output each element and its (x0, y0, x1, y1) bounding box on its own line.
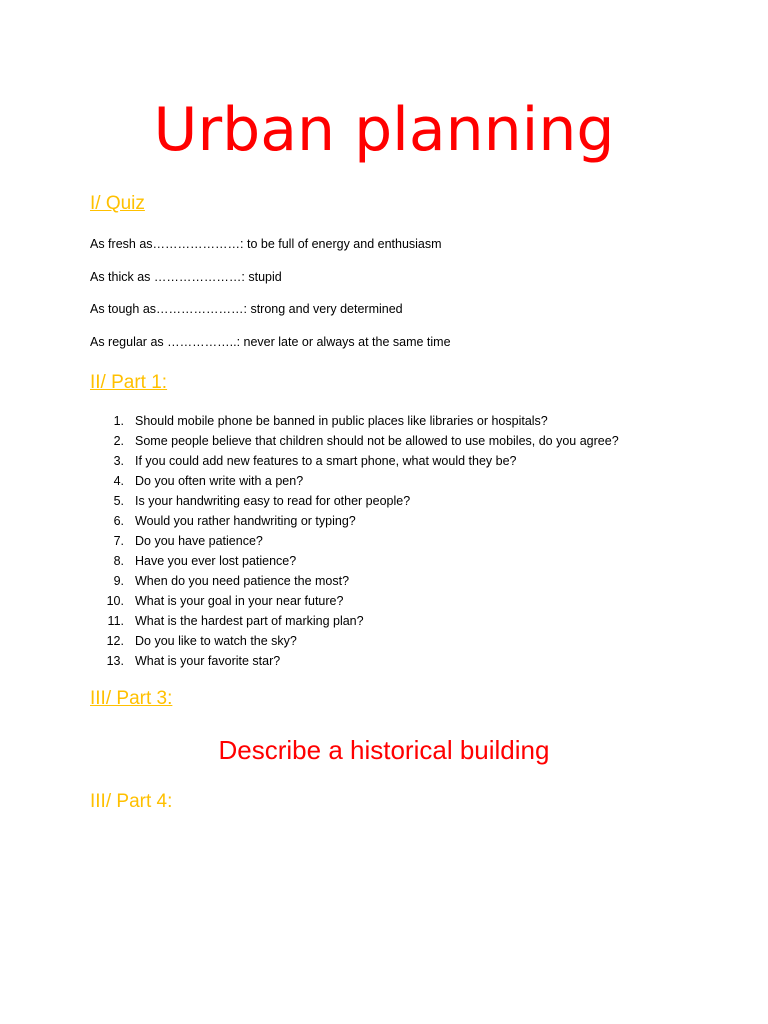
list-item (90, 491, 690, 511)
question-number: 4. (113, 474, 124, 488)
question-number: 6. (113, 514, 124, 528)
list-item (90, 511, 690, 531)
question-text: Do you have patience? (135, 534, 263, 548)
question-text: Have you ever lost patience? (135, 554, 297, 568)
list-item (90, 471, 690, 491)
list-item (90, 451, 690, 471)
question-text: What is your favorite star? (135, 654, 281, 668)
list-item (90, 531, 690, 551)
page-title: Urban planning (153, 95, 615, 165)
question-number: 13. (106, 654, 124, 668)
question-text: Do you often write with a pen? (135, 474, 304, 488)
list-item (90, 551, 690, 571)
question-text: What is the hardest part of marking plan? (135, 614, 364, 628)
question-text: Do you like to watch the sky? (135, 634, 297, 648)
question-text: When do you need patience the most? (135, 574, 350, 588)
question-number: 9. (113, 574, 124, 588)
question-number: 2. (113, 434, 124, 448)
quiz-heading: I/ Quiz (90, 193, 145, 214)
question-text: Is your handwriting easy to read for other people? (135, 494, 411, 508)
question-text: What is your goal in your near future? (135, 594, 344, 608)
quiz-line: As regular as ……………..: never late or always at the same time (90, 335, 451, 349)
list-item (90, 571, 690, 591)
question-text: Would you rather handwriting or typing? (135, 514, 356, 528)
question-number: 12. (106, 634, 124, 648)
question-number: 1. (113, 414, 124, 428)
question-text: Should mobile phone be banned in public places like libraries or hospitals? (135, 414, 548, 428)
list-item (90, 611, 690, 631)
quiz-line: As fresh as…………………: to be full of energy and enthusiasm (90, 237, 442, 251)
question-number: 10. (106, 594, 124, 608)
part1-question-list (90, 411, 690, 671)
question-number: 3. (113, 454, 124, 468)
question-number: 5. (113, 494, 124, 508)
quiz-line: As thick as …………………: stupid (90, 270, 282, 284)
question-text: Some people believe that children should not be allowed to use mobiles, do you agree? (135, 434, 619, 448)
list-item (90, 631, 690, 651)
part3-topic: Describe a historical building (218, 735, 550, 765)
list-item (90, 411, 690, 431)
question-number: 11. (107, 614, 124, 628)
list-item (90, 591, 690, 611)
list-item (90, 651, 690, 671)
part3-heading: III/ Part 3: (90, 688, 173, 709)
question-text: If you could add new features to a smart phone, what would they be? (135, 454, 517, 468)
list-item (90, 431, 690, 451)
question-number: 8. (113, 554, 124, 568)
question-number: 7. (113, 534, 124, 548)
quiz-line: As tough as…………………: strong and very determined (90, 302, 403, 316)
part1-heading: II/ Part 1: (90, 372, 168, 393)
part4-heading: III/ Part 4: (90, 791, 173, 812)
